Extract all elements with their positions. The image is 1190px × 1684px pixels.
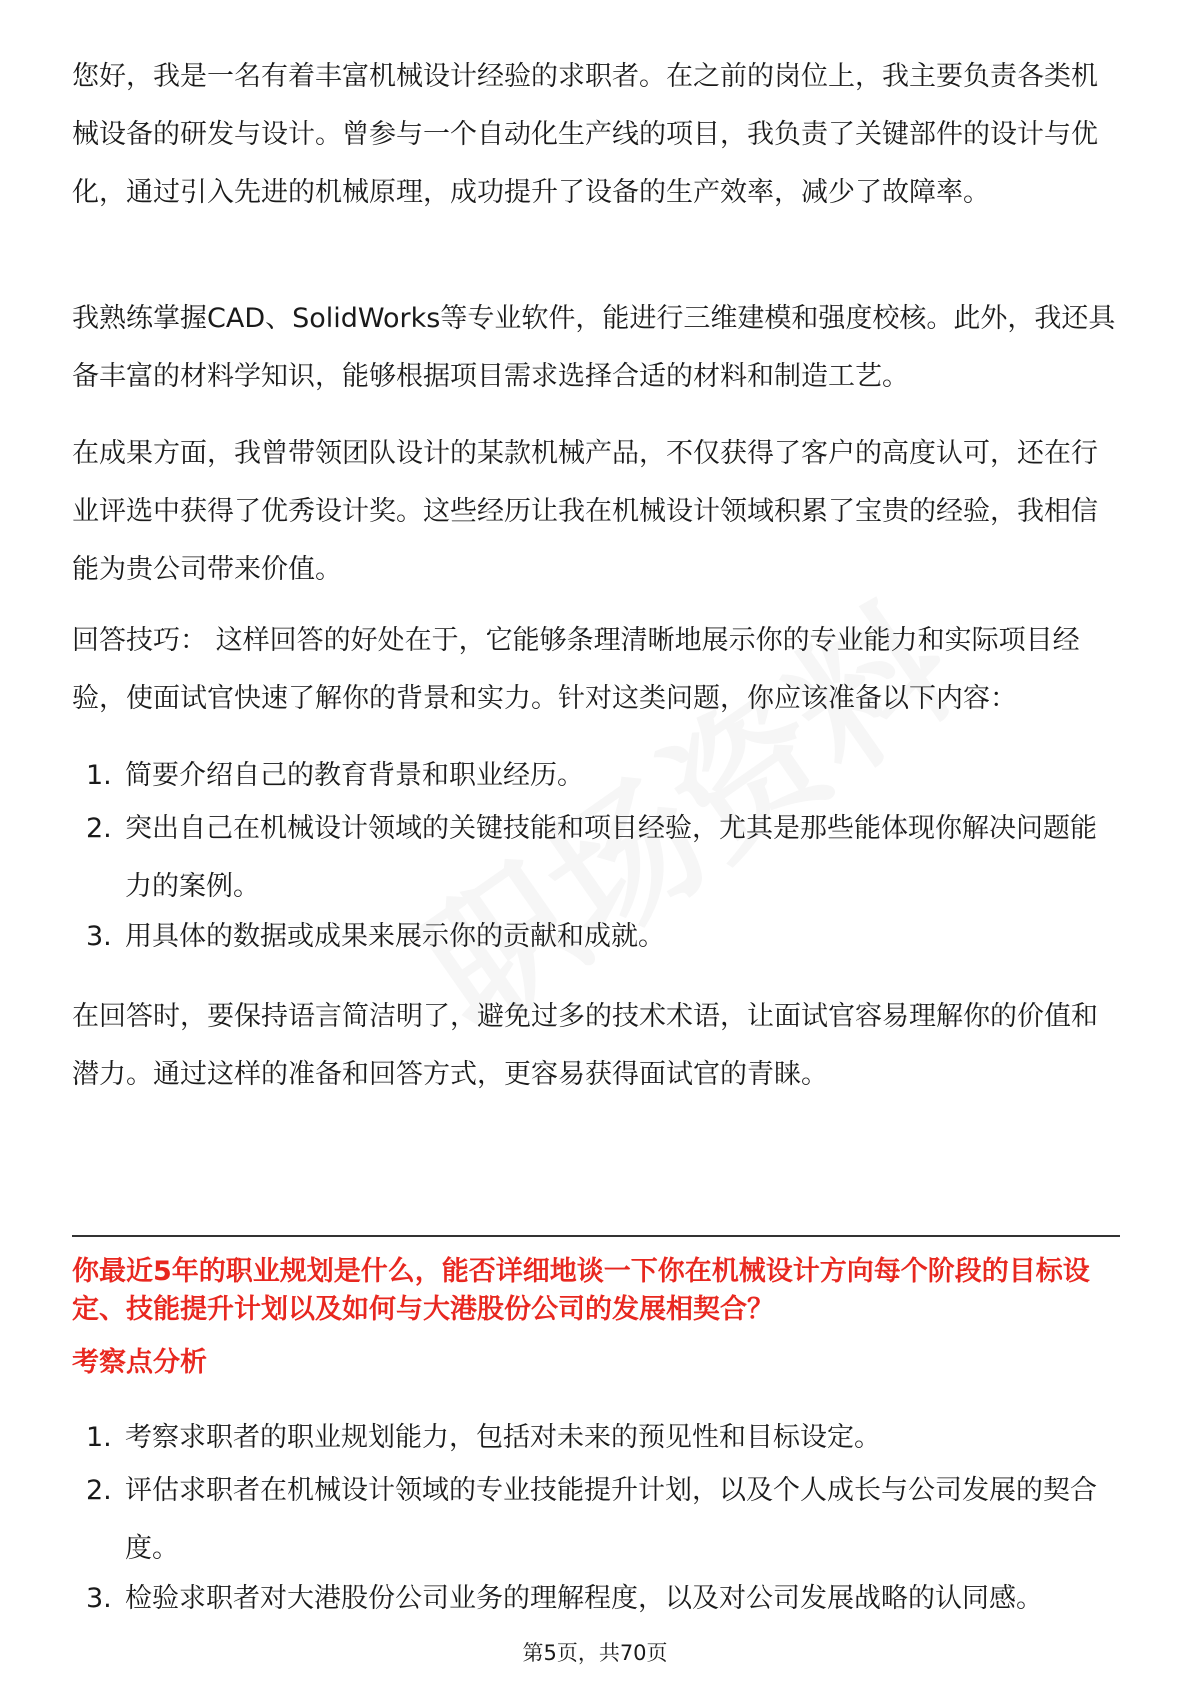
list-number: 3. bbox=[86, 1583, 112, 1614]
list-number: 2. bbox=[86, 813, 112, 844]
list-number: 2. bbox=[86, 1475, 112, 1506]
answer-paragraph-2: 我熟练掌握CAD、SolidWorks等专业软件，能进行三维建模和强度校核。此外，我还具备丰富的材料学知识，能够根据项目需求选择合适的材料和制造工艺。 bbox=[72, 303, 1116, 392]
list-number: 3. bbox=[86, 921, 112, 952]
answer-paragraph-1: 您好，我是一名有着丰富机械设计经验的求职者。在之前的岗位上，我主要负责各类机械设备的研发与设计。曾参与一个自动化生产线的项目，我负责了关键部件的设计与优化，通过引入先进的机械原理，成功提升了设备的生产效率，减少了故障率。 bbox=[72, 61, 1098, 208]
analysis-heading: 考察点分析 bbox=[72, 1347, 207, 1378]
list-text: 简要介绍自己的教育背景和职业经历。 bbox=[125, 760, 584, 791]
list-text: 考察求职者的职业规划能力，包括对未来的预见性和目标设定。 bbox=[125, 1422, 881, 1453]
list-text: 评估求职者在机械设计领域的专业技能提升计划，以及个人成长与公司发展的契合度。 bbox=[125, 1475, 1097, 1564]
list-number: 1. bbox=[86, 1422, 112, 1453]
section-divider bbox=[72, 1235, 1120, 1237]
list-number: 1. bbox=[86, 760, 112, 791]
page-number: 第5页，共70页 bbox=[522, 1641, 668, 1665]
list-text: 用具体的数据或成果来展示你的贡献和成就。 bbox=[125, 921, 665, 952]
answer-paragraph-3: 在成果方面，我曾带领团队设计的某款机械产品，不仅获得了客户的高度认可，还在行业评选中获得了优秀设计奖。这些经历让我在机械设计领域积累了宝贵的经验，我相信能为贵公司带来价值。 bbox=[72, 438, 1098, 585]
list-text: 检验求职者对大港股份公司业务的理解程度，以及对公司发展战略的认同感。 bbox=[125, 1583, 1043, 1614]
tips-paragraph: 回答技巧： 这样回答的好处在于，它能够条理清晰地展示你的专业能力和实际项目经验，使面试官快速了解你的背景和实力。针对这类问题，你应该准备以下内容： bbox=[72, 625, 1080, 714]
interview-question: 你最近5年的职业规划是什么，能否详细地谈一下你在机械设计方向每个阶段的目标设定、技能提升计划以及如何与大港股份公司的发展相契合？ bbox=[72, 1256, 1090, 1325]
list-text: 突出自己在机械设计领域的关键技能和项目经验，尤其是那些能体现你解决问题能力的案例。 bbox=[125, 813, 1097, 902]
closing-paragraph: 在回答时，要保持语言简洁明了，避免过多的技术术语，让面试官容易理解你的价值和潜力。通过这样的准备和回答方式，更容易获得面试官的青睐。 bbox=[72, 1001, 1098, 1090]
